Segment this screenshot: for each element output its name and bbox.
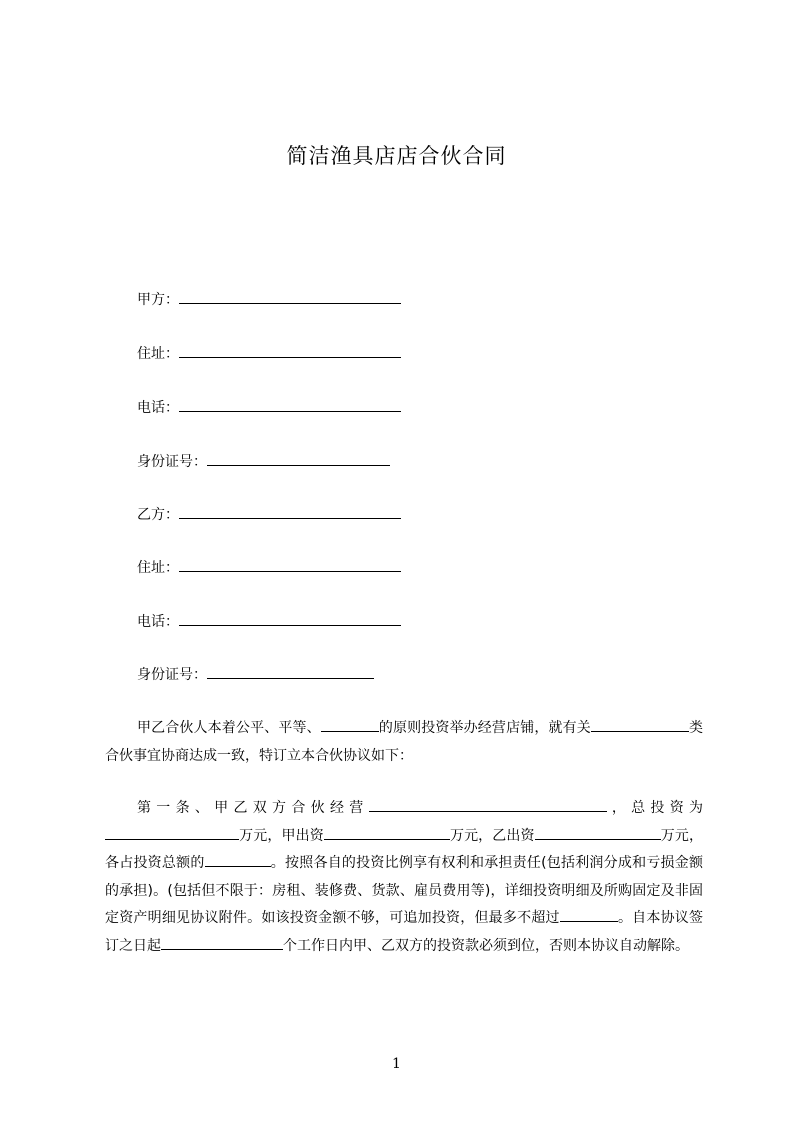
total-investment-blank[interactable] (105, 827, 239, 840)
business-scope-blank[interactable] (369, 799, 607, 812)
article-1-text-3: 万元，甲出资 (239, 827, 324, 844)
article-1-text-2: ，总投资为 (606, 800, 704, 816)
business-type-blank[interactable] (591, 719, 689, 732)
party-b-phone-label: 电话： (137, 614, 179, 630)
party-b-id-blank[interactable] (207, 665, 374, 679)
party-a-investment-blank[interactable] (324, 827, 450, 840)
max-additional-investment-blank[interactable] (560, 909, 618, 922)
article-1-text-6: 。按照各自的投资比例享有权利和承担责任(包括利润分成和亏损金额的承担)。(包括但不限于：房租、装修费、货款、雇员费用等)，详细投资明细及所购固定及非固定资产明细见协议附件。如该投资金额不够，可追加投资，但最多不超过 (105, 855, 703, 926)
intro-text-1: 甲乙合伙人本着公平、平等、 (137, 720, 321, 736)
article-1-text-4: 万元，乙出资 (449, 827, 535, 844)
party-b-id-label: 身份证号： (137, 667, 207, 683)
party-a-phone-blank[interactable] (179, 398, 401, 412)
party-a-id-field (137, 452, 390, 472)
party-a-id-blank[interactable] (207, 452, 390, 466)
page-title: 简洁渔具店店合伙合同 (286, 144, 507, 168)
party-b-investment-blank[interactable] (535, 827, 661, 840)
principle-blank[interactable] (321, 719, 379, 732)
party-b-phone-blank[interactable] (179, 612, 401, 626)
article-1-text-1: 第一条、甲乙双方合伙经营 (137, 800, 369, 816)
party-a-address-label: 住址： (137, 346, 179, 362)
article-1-text-8: 个工作日内甲、乙双方的投资款必须到位，否则本协议自动解除。 (283, 937, 689, 954)
party-a-address-blank[interactable] (179, 344, 401, 358)
article-1-text-7: 。自本协议签订之日起 (105, 910, 704, 954)
party-a-address-field (137, 344, 401, 364)
party-b-id-field (137, 665, 374, 685)
party-a-phone-field (137, 398, 401, 418)
investment-ratio-blank[interactable] (205, 854, 271, 867)
party-b-name-field (137, 505, 401, 525)
page-number: 1 (392, 1056, 401, 1072)
intro-paragraph (105, 715, 703, 770)
party-a-name-blank[interactable] (179, 290, 401, 304)
party-b-address-blank[interactable] (179, 558, 401, 572)
party-b-name-label: 乙方： (137, 507, 179, 523)
party-a-phone-label: 电话： (137, 400, 179, 416)
article-1-text-5: 万元，各占投资总额的 (105, 827, 704, 871)
article-1-paragraph (105, 795, 703, 960)
party-b-address-label: 住址： (137, 560, 179, 576)
party-a-id-label: 身份证号： (137, 454, 207, 470)
intro-text-2: 的原则投资举办经营店铺，就有关 (378, 720, 591, 736)
intro-text-3: 类合伙事宜协商达成一致，特订立本合伙协议如下： (105, 720, 704, 764)
party-b-name-blank[interactable] (179, 505, 401, 519)
party-b-phone-field (137, 612, 401, 632)
party-a-name-label: 甲方： (137, 292, 179, 308)
party-a-name-field (137, 290, 401, 310)
party-b-address-field (137, 558, 401, 578)
working-days-blank[interactable] (161, 937, 283, 950)
